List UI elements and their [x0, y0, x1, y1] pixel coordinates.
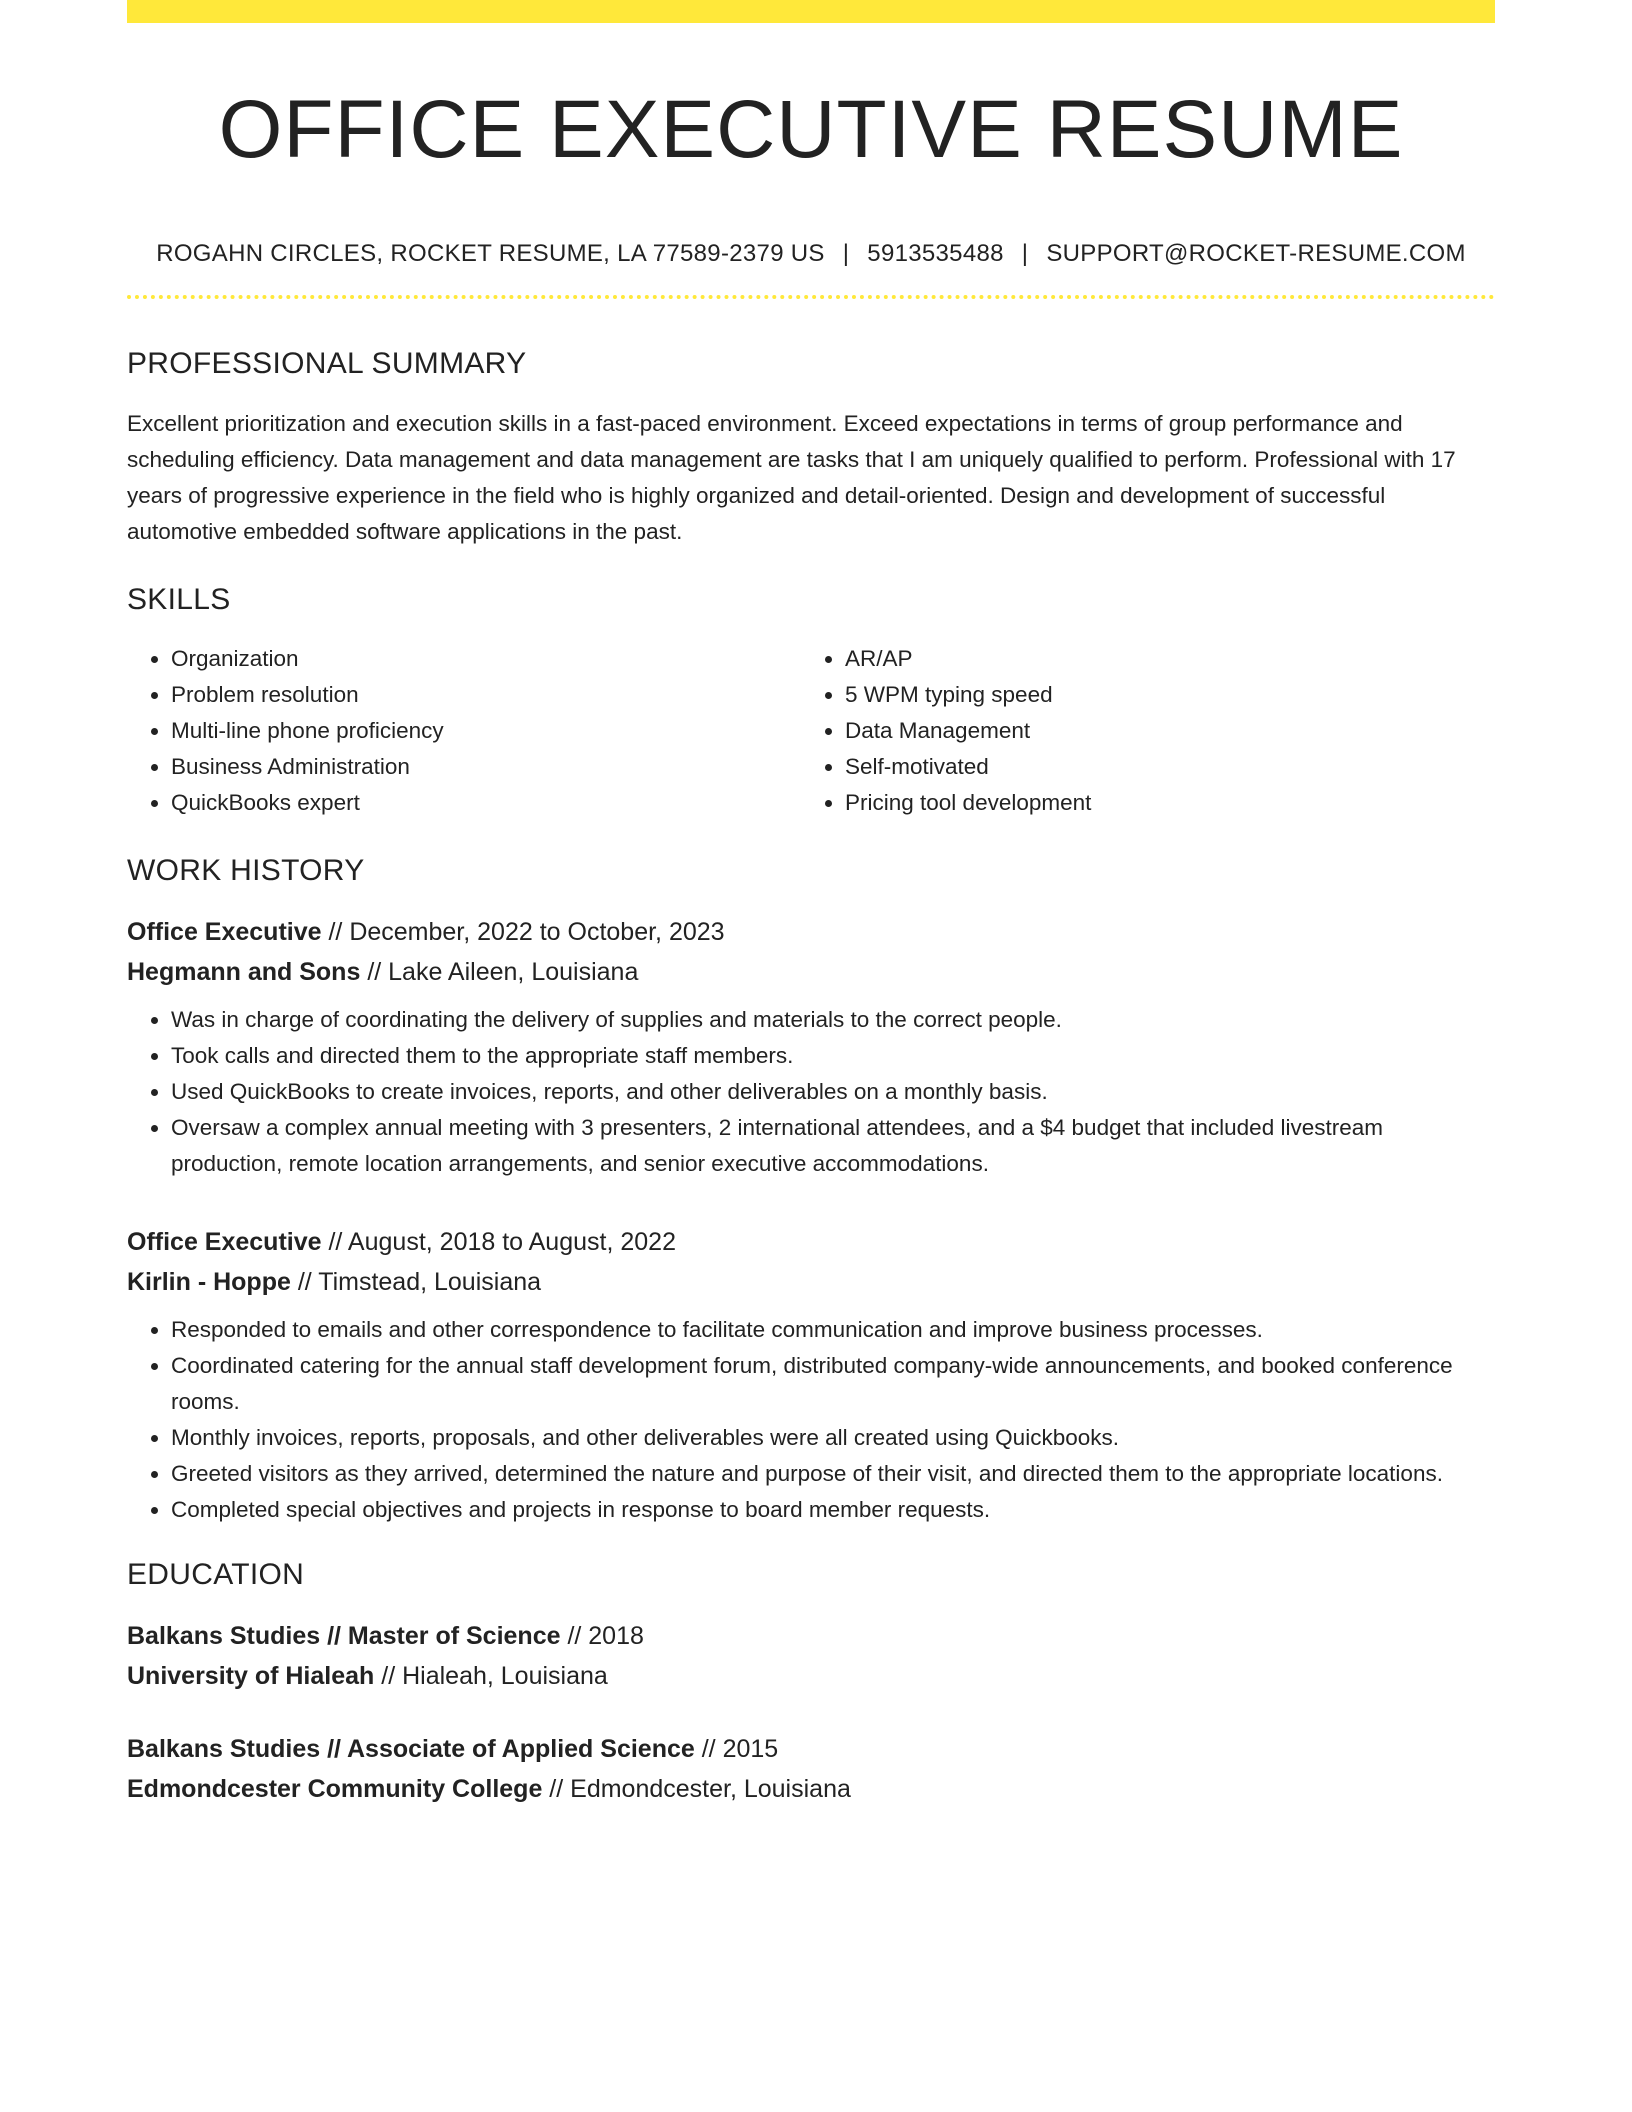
skills-grid: [127, 641, 1495, 821]
contact-line: [127, 238, 1495, 270]
job-company: Hegmann and Sons: [127, 958, 361, 986]
job-bullet: • Monthly invoices, reports, proposals, and other deliverables were all created using Quickbooks.: [171, 1420, 1495, 1456]
education-year: // 2015: [694, 1735, 779, 1763]
job-bullet: • Oversaw a complex annual meeting with 3 presenters, 2 international attendees, and a $4 budget that included livestream production, remote location arrangements, and senior executive accommodations.: [171, 1110, 1495, 1182]
contact-separator: |: [1021, 240, 1029, 267]
job-dates: // August, 2018 to August, 2022: [321, 1228, 676, 1256]
contact-address: ROGAHN CIRCLES, ROCKET RESUME, LA 77589-2379 US: [156, 240, 825, 267]
education-degree-line: [127, 1729, 1495, 1769]
skill-item: • AR/AP: [845, 641, 1475, 677]
contact-phone: 5913535488: [867, 240, 1004, 267]
skill-item: • Pricing tool development: [845, 785, 1475, 821]
job-entry: [127, 912, 1495, 1182]
section-title-education: EDUCATION: [127, 1558, 305, 1591]
skill-item: • 5 WPM typing speed: [845, 677, 1475, 713]
contact-email: SUPPORT@ROCKET-RESUME.COM: [1046, 240, 1466, 267]
education-location: // Hialeah, Louisiana: [374, 1662, 608, 1690]
job-bullet: • Used QuickBooks to create invoices, reports, and other deliverables on a monthly basis.: [171, 1074, 1495, 1110]
dotted-divider: [127, 295, 1495, 299]
skill-item: • Organization: [171, 641, 801, 677]
job-role: Office Executive: [127, 918, 322, 946]
job-company: Kirlin - Hoppe: [127, 1268, 291, 1296]
summary-text: Excellent prioritization and execution skills in a fast-paced environment. Exceed expectations in terms of group performance and scheduling efficiency. Data management and data management are tasks that I am uniquely qualified to perform. Professional with 17 years of progressive experience in the field who is highly organized and detail-oriented. Design and development of successful automotive embedded software applications in the past.: [127, 411, 1456, 544]
education-school: Edmondcester Community College: [127, 1775, 543, 1803]
section-title-work-history: WORK HISTORY: [127, 854, 365, 887]
education-degree: Balkans Studies // Master of Science: [127, 1622, 561, 1650]
skill-item: • Multi-line phone proficiency: [171, 713, 801, 749]
job-role-line: [127, 912, 1495, 952]
skill-item: • Problem resolution: [171, 677, 801, 713]
job-bullets: [127, 1002, 1495, 1182]
skill-item: • Business Administration: [171, 749, 801, 785]
job-dates: // December, 2022 to October, 2023: [321, 918, 725, 946]
job-entry: [127, 1222, 1495, 1528]
job-location: // Timstead, Louisiana: [290, 1268, 542, 1296]
education-degree: Balkans Studies // Associate of Applied Science: [127, 1735, 695, 1763]
job-bullet: • Was in charge of coordinating the delivery of supplies and materials to the correct people.: [171, 1002, 1495, 1038]
job-role-line: [127, 1222, 1495, 1262]
job-bullets: [127, 1312, 1495, 1528]
skill-item: • Self-motivated: [845, 749, 1475, 785]
job-bullet: • Took calls and directed them to the appropriate staff members.: [171, 1038, 1495, 1074]
section-title-skills: SKILLS: [127, 583, 231, 616]
education-entry: [127, 1729, 1495, 1809]
education-year: // 2018: [560, 1622, 644, 1650]
job-role: Office Executive: [127, 1228, 322, 1256]
education-degree-line: [127, 1616, 1495, 1656]
job-bullet: • Responded to emails and other correspondence to facilitate communication and improve business processes.: [171, 1312, 1495, 1348]
education-school: University of Hialeah: [127, 1662, 375, 1690]
education-school-line: [127, 1656, 1495, 1696]
education-entry: [127, 1616, 1495, 1696]
education-school-line: [127, 1769, 1495, 1809]
job-bullet: • Coordinated catering for the annual staff development forum, distributed company-wide announcements, and booked conference rooms.: [171, 1348, 1495, 1420]
job-company-line: [127, 952, 1495, 992]
job-bullet: • Greeted visitors as they arrived, determined the nature and purpose of their visit, and directed them to the appropriate locations.: [171, 1456, 1495, 1492]
skills-column-left: [127, 641, 801, 821]
contact-separator: |: [842, 240, 850, 267]
skill-item: • Data Management: [845, 713, 1475, 749]
section-title-summary: PROFESSIONAL SUMMARY: [127, 347, 527, 380]
education-location: // Edmondcester, Louisiana: [542, 1775, 851, 1803]
skill-item: • QuickBooks expert: [171, 785, 801, 821]
job-location: // Lake Aileen, Louisiana: [360, 958, 639, 986]
resume-title: OFFICE EXECUTIVE RESUME: [218, 84, 1404, 175]
resume-content: [127, 0, 1495, 1809]
job-bullet: • Completed special objectives and projects in response to board member requests.: [171, 1492, 1495, 1528]
skills-column-right: [801, 641, 1475, 821]
job-company-line: [127, 1262, 1495, 1302]
